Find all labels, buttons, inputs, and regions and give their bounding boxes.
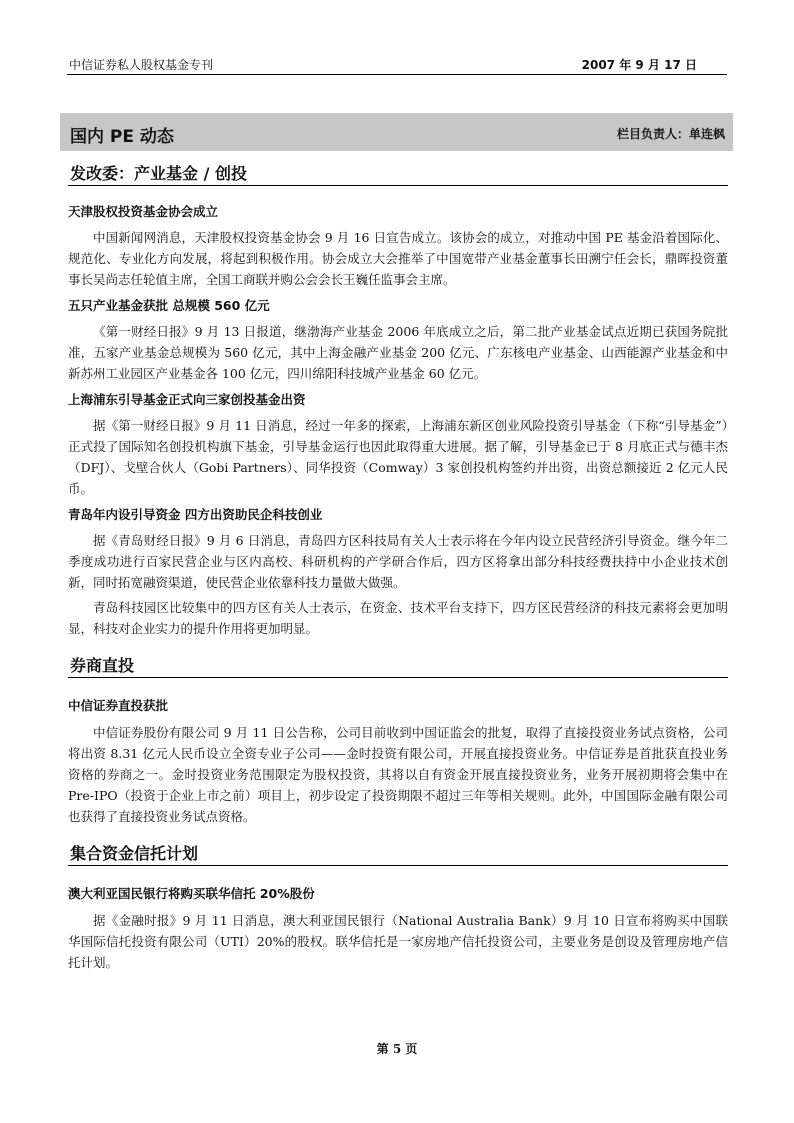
section-heading: 集合资金信托计划 [68, 841, 728, 866]
article-paragraph: 据《第一财经日报》9 月 11 日消息，经过一年多的探索，上海浦东新区创业风险投资引导基金（下称“引导基金”）正式投了国际知名创投机构旗下基金，引导基金运行也因此取得重大进展。据了解，引导基金已于 8 月底正式与德丰杰（DFJ）、戈壁合伙人（Gobi Partners）、同华投资（Comway）3 家创投机构签约并出资，出资总额接近 2 亿元人民币。 [68, 418, 728, 496]
article-title: 天津股权投资基金协会成立 [68, 204, 219, 219]
main-content [68, 161, 728, 973]
article-paragraph: 中国新闻网消息，天津股权投资基金协会 9 月 16 日宣告成立。该协会的成立，对推动中国 PE 基金沿着国际化、规范化、专业化方向发展，将起到积极作用。协会成立大会推举了中国宽带产业基金董事长田溯宁任会长，鼎晖投资董事长吴尚志任轮值主席，全国工商联并购公会会长王巍任监事会主席。 [68, 230, 728, 287]
article-title: 中信证券直投获批 [68, 698, 169, 713]
section-heading: 券商直投 [68, 653, 728, 678]
banner-title: 国内 PE 动态 [70, 127, 174, 147]
page-number: 第 5 页 [376, 1042, 418, 1056]
article-paragraph: 青岛科技园区比较集中的四方区有关人士表示，在资金、技术平台支持下，四方区民营经济的科技元素将会更加明显，科技对企业实力的提升作用将更加明显。 [68, 600, 728, 636]
article-title: 上海浦东引导基金正式向三家创投基金出资 [68, 392, 306, 407]
publication-name: 中信证券私人股权基金专刊 [69, 58, 214, 72]
page-header [67, 50, 727, 75]
article-paragraph: 据《青岛财经日报》9 月 6 日消息，青岛四方区科技局有关人士表示将在今年内设立民营经济引导资金。继今年二季度成功进行百家民营企业与区内高校、科研机构的产学研合作后，四方区将拿出部分科技经费扶持中小企业技术创新，同时拓宽融资渠道，使民营企业依靠科技力量做大做强。 [68, 533, 728, 590]
banner-editor: 栏目负责人：单连枫 [616, 127, 725, 141]
article-title: 青岛年内设引导资金 四方出资助民企科技创业 [68, 507, 323, 522]
article-paragraph: 据《金融时报》9 月 11 日消息，澳大利亚国民银行（National Australia Bank）9 月 10 日宣布将购买中国联华国际信托投资有限公司（UTI）20%的股权。联华信托是一家房地产信托投资公司，主要业务是创设及管理房地产信托计划。 [68, 913, 728, 970]
section-heading: 发改委：产业基金 / 创投 [68, 161, 728, 186]
article-title: 五只产业基金获批 总规模 560 亿元 [68, 298, 270, 313]
article-paragraph: 《第一财经日报》9 月 13 日报道，继渤海产业基金 2006 年底成立之后，第二批产业基金试点近期已获国务院批准，五家产业基金总规模为 560 亿元，其中上海金融产业基金 200 亿元、广东核电产业基金、山西能源产业基金和中新苏州工业园区产业基金各 100 亿元，四川绵阳科技城产业基金 60 亿元。 [68, 324, 728, 381]
publication-date: 2007 年 9 月 17 日 [581, 58, 697, 72]
article-paragraph: 中信证券股份有限公司 9 月 11 日公告称，公司目前收到中国证监会的批复，取得了直接投资业务试点资格，公司将出资 8.31 亿元人民币设立全资专业子公司——金时投资有限公司，开展直接投资业务。中信证券是首批获直投业务资格的券商之一。金时投资业务范围限定为股权投资，其将以自有资金开展直接投资业务，业务开展初期将会集中在 Pre-IPO（投资于企业上市之前）项目上，初步设定了投资期限不超过三年等相关规则。此外，中国国际金融有限公司也获得了直接投资业务试点资格。 [68, 725, 728, 824]
section-banner [60, 113, 733, 151]
article-title: 澳大利亚国民银行将购买联华信托 20%股份 [68, 886, 315, 901]
